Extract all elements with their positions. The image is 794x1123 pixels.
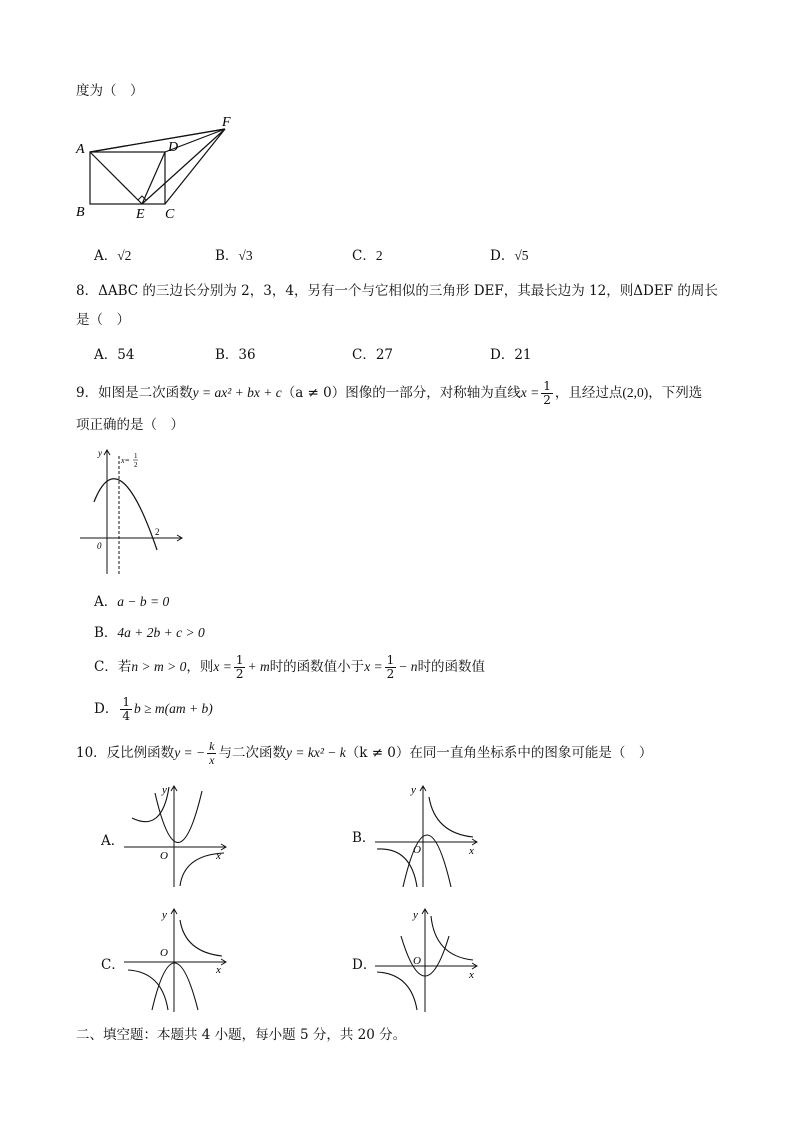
q7-figure: [72, 112, 242, 224]
q10-d-x: x: [469, 969, 474, 981]
section-2-heading: 二、填空题：本题共 4 小题，每小题 5 分，共 20 分。: [76, 1027, 407, 1043]
label-d: D: [168, 140, 179, 155]
q8-line-2: 是（ ）: [76, 312, 130, 328]
q9-graph-axis-label: x=: [121, 456, 130, 465]
q7-option-c: C．2: [352, 248, 383, 264]
label-f: F: [222, 115, 231, 130]
q10-c-x: x: [216, 964, 221, 976]
q9-graph-axis-den: 2: [134, 461, 138, 469]
q9-option-c-frac-1: $\frac{1}{2}$: [235, 653, 244, 681]
label-b: B: [76, 205, 85, 220]
q9-option-b: B．4a + 2b + c > 0: [94, 625, 205, 641]
q10-d-y: y: [413, 909, 418, 921]
q10-option-b-letter: B．: [352, 830, 376, 846]
q10-a-x: x: [216, 850, 221, 862]
q10-a-y: y: [162, 784, 167, 796]
q8-option-b: B．36: [215, 347, 256, 363]
q10-option-c-letter: C．: [101, 957, 125, 973]
q8-line-1: 8．ΔABC 的三边长分别为 2，3，4，另有一个与它相似的三角形 DEF，其最长边为 12，则ΔDEF 的周长: [76, 283, 718, 299]
q9-option-c: C．若n > m > 0，则x = $\frac{1}{2}$ + m时的函数值小于x = $\frac{1}{2}$ − n时的函数值: [94, 653, 486, 681]
q10-option-a-letter: A．: [101, 833, 125, 849]
q9-graph-origin: 0: [97, 541, 102, 551]
q7-stem-tail: 度为（ ）: [76, 83, 144, 99]
q10-b-x: x: [469, 845, 474, 857]
q10-c-y: y: [162, 909, 167, 921]
q10-d-origin: O: [413, 955, 421, 967]
q9-graph-root: 2: [155, 527, 160, 537]
q10-a-origin: O: [160, 850, 168, 862]
q10-option-d-letter: D．: [352, 957, 377, 973]
q9-graph-y-label: y: [98, 448, 102, 458]
q8-option-d: D．21: [490, 347, 532, 363]
q10-line-1: 10．反比例函数y = − $\frac{k}{x}$ 与二次函数y = kx² − k（k ≠ 0）在同一直角坐标系中的图象可能是（ ）: [76, 739, 653, 767]
q7-option-b: B．√3: [215, 248, 253, 264]
q10-option-d-graph: [373, 906, 483, 1016]
q9-parabola-graph: [76, 446, 188, 578]
q10-option-a-graph: [122, 783, 232, 891]
q10-c-origin: O: [160, 947, 168, 959]
q10-option-b-graph: [373, 783, 483, 891]
q9-option-d-frac: $\frac{1}{4}$: [122, 695, 130, 723]
q9-half-fraction: $\frac{1}{2}$: [543, 379, 551, 407]
q10-b-origin: O: [413, 844, 421, 856]
label-a: A: [76, 142, 85, 157]
q7-option-a: A．√2: [94, 248, 132, 264]
q9-option-c-frac-2: $\frac{1}{2}$: [386, 653, 395, 681]
q9-option-a: A．a − b = 0: [94, 594, 170, 610]
label-e: E: [136, 207, 145, 222]
q8-option-c: C．27: [352, 347, 394, 363]
q10-option-c-graph: [122, 906, 232, 1016]
q7-option-d: D．√5: [490, 248, 529, 264]
label-c: C: [165, 207, 175, 222]
q9-line-2: 项正确的是（ ）: [76, 417, 184, 433]
q9-option-d: D． $\frac{1}{4}$ b ≥ m(am + b): [94, 695, 213, 723]
q9-line-1: 9．如图是二次函数y = ax² + bx + c（a ≠ 0）图像的一部分，对称轴为直线x = $\frac{1}{2}$ ，且经过点(2,0)，下列选: [76, 379, 703, 407]
q9-graph-axis-num: 1: [134, 452, 138, 460]
q10-b-y: y: [411, 784, 416, 796]
q8-option-a: A．54: [94, 347, 135, 363]
q10-k-over-x: $\frac{k}{x}$: [209, 739, 215, 767]
